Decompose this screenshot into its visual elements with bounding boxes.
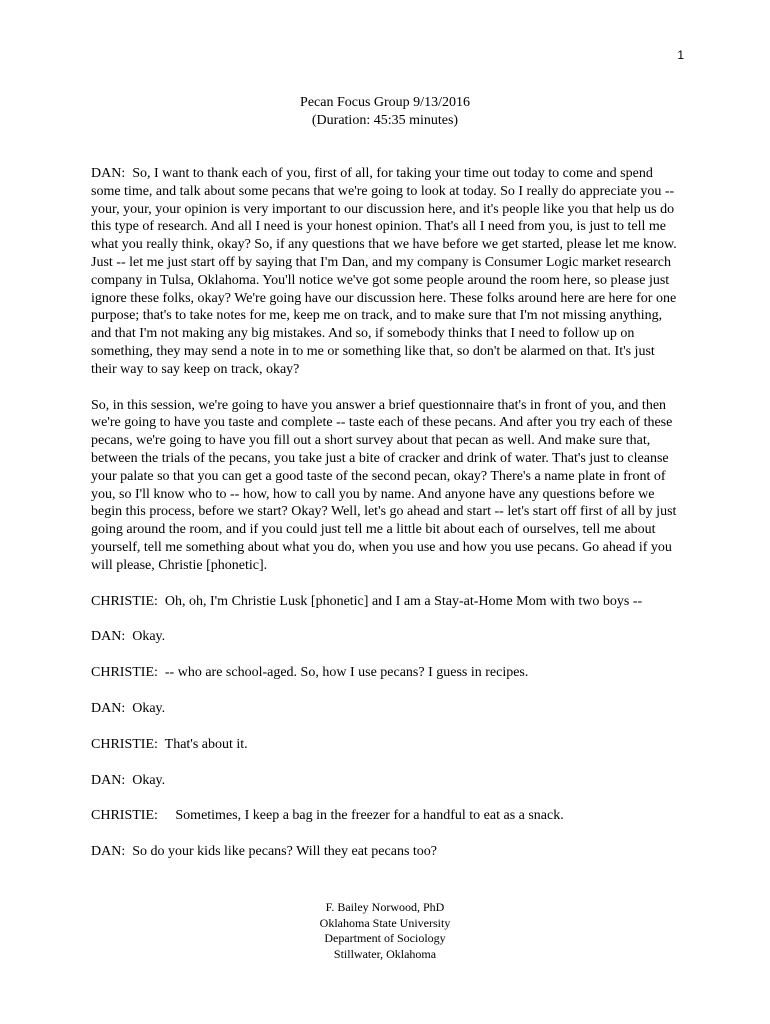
title-line-1: Pecan Focus Group 9/13/2016 bbox=[300, 95, 470, 110]
speaker-label: DAN: bbox=[91, 844, 126, 860]
paragraph-text: That's about it. bbox=[164, 736, 248, 752]
speaker-label: DAN: bbox=[91, 166, 126, 181]
paragraph-text: -- who are school-aged. So, how I use pecans? I guess in recipes. bbox=[164, 665, 529, 681]
title-line-2: (Duration: 45:35 minutes) bbox=[311, 113, 459, 128]
document-title bbox=[0, 94, 770, 130]
speaker-label: DAN: bbox=[91, 700, 126, 716]
paragraph-text: Oh, oh, I'm Christie Lusk [phonetic] and I am a Stay-at-Home Mom with two boys -- bbox=[164, 593, 643, 609]
paragraph-text: Sometimes, I keep a bag in the freezer for a handful to eat as a snack. bbox=[175, 808, 564, 824]
footer-location: Stillwater, Oklahoma bbox=[333, 946, 437, 961]
paragraph-text: So, in this session, we're going to have you answer a brief questionnaire that's in front of you, and then we're going to have you taste and complete -- taste each of these pecans. And after you try each of these pecans, we're going to have you fill out a short survey about that pecan as well. And make sure that, between the trials of the pecans, you take just a bite of cracker and drink of water. That's just to cleanse your palate so that you can get a good taste of the second pecan, okay? There's a name plate in front of you, so I'll know who to -- how, how to call you by name. And anyone have any questions before we begin this process, before we start? Okay? Well, let's go ahead and start -- let's start off first of all by just going around the room, and if you could just tell me a little bit about each of ourselves, tell me about yourself, tell me something about what you do, when you use and how you use pecans. Go ahead if you will please, Christie [phonetic]. bbox=[91, 397, 677, 573]
speaker-label: CHRISTIE: bbox=[91, 736, 158, 752]
transcript-paragraph bbox=[91, 397, 681, 575]
speaker-label: CHRISTIE: bbox=[91, 665, 158, 681]
transcript-paragraph bbox=[91, 843, 681, 861]
paragraph-text: Okay. bbox=[132, 629, 166, 645]
paragraph-text: Okay. bbox=[132, 700, 166, 716]
transcript-paragraph bbox=[91, 772, 681, 790]
transcript-paragraph bbox=[91, 664, 681, 682]
transcript-paragraph bbox=[91, 807, 681, 825]
paragraph-text: Okay. bbox=[132, 772, 166, 788]
footer-university: Oklahoma State University bbox=[319, 915, 451, 930]
paragraph-text: So, I want to thank each of you, first of all, for taking your time out today to come and spend some time, and talk about some pecans that we're going to look at today. So I really do appreciate you -- your, your, your opinion is very important to our discussion here, and it's people like you that help us do this type of research. And all I need is your honest opinion. That's all I need from you, is just to tell me what you really think, okay? So, if any questions that we have before we get started, please let me know. Just -- let me just start off by saying that I'm Dan, and my company is Consumer Logic market research company in Tulsa, Oklahoma. You'll notice we've got some people around the room here, so please just ignore these folks, okay? We're going have our discussion here. These folks around here are here for one purpose; that's to take notes for me, keep me on track, and to make sure that I'm not missing anything, and that I'm not making any big mistakes. And so, if somebody thinks that I need to follow up on something, they may send a note in to me or something like that, so don't be alarmed on that. It's just their way to say keep on track, okay? bbox=[91, 166, 677, 377]
speaker-label: CHRISTIE: bbox=[91, 593, 158, 609]
page-footer bbox=[0, 900, 770, 962]
footer-author: F. Bailey Norwood, PhD bbox=[325, 900, 445, 914]
transcript bbox=[91, 165, 681, 879]
page-number: 1 bbox=[677, 48, 684, 62]
transcript-paragraph bbox=[91, 628, 681, 646]
footer-department: Department of Sociology bbox=[324, 931, 446, 945]
transcript-paragraph bbox=[91, 736, 681, 754]
transcript-paragraph bbox=[91, 700, 681, 718]
speaker-label: DAN: bbox=[91, 772, 126, 788]
speaker-label: CHRISTIE: bbox=[91, 808, 158, 824]
transcript-paragraph bbox=[91, 593, 681, 611]
speaker-label: DAN: bbox=[91, 629, 126, 645]
transcript-paragraph bbox=[91, 165, 681, 379]
paragraph-text: So do your kids like pecans? Will they eat pecans too? bbox=[132, 844, 438, 860]
